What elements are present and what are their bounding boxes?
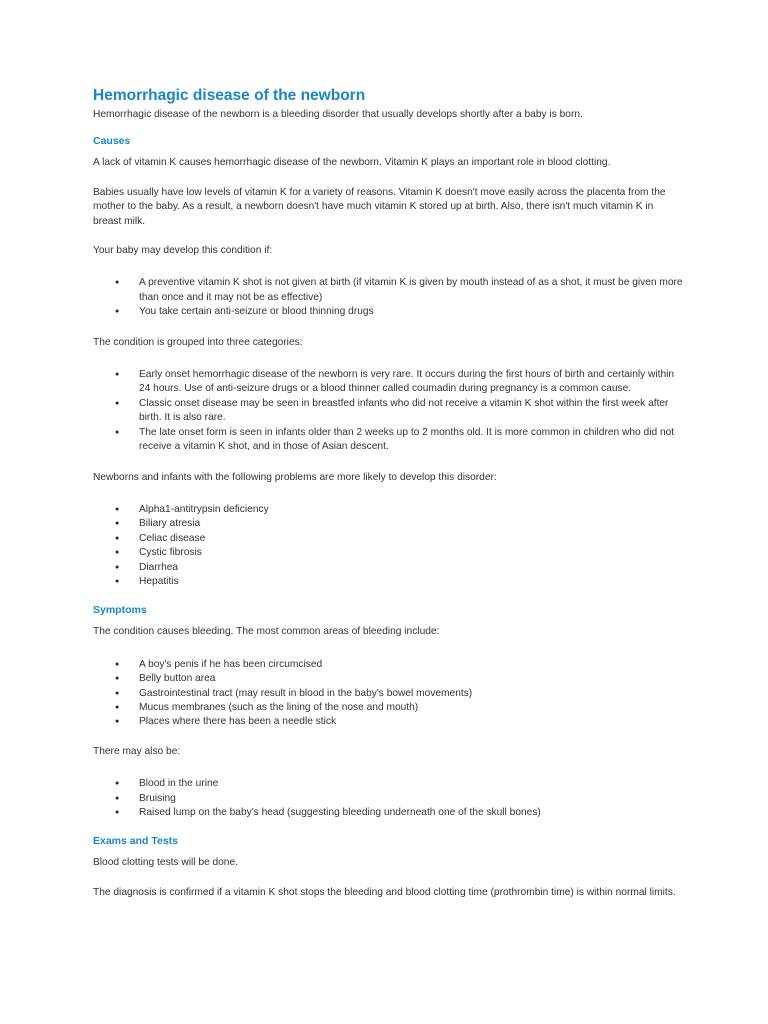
list-item: ● Celiac disease bbox=[93, 532, 683, 546]
exams-paragraph-2: The diagnosis is confirmed if a vitamin K shot stops the bleeding and blood clotting time (prothrombin time) is within normal limits. bbox=[93, 886, 676, 898]
article bbox=[93, 86, 683, 900]
list-item: ● Diarrhea bbox=[93, 561, 683, 575]
intro-paragraph: Hemorrhagic disease of the newborn is a bleeding disorder that usually develops shortly after a baby is born. bbox=[93, 109, 583, 120]
list-item: ● Bruising bbox=[93, 792, 683, 806]
categories-list bbox=[93, 368, 683, 454]
exams-paragraph-1: Blood clotting tests will be done. bbox=[93, 857, 238, 869]
list-item: ● Belly button area bbox=[93, 672, 683, 686]
exams-heading: Exams and Tests bbox=[93, 835, 179, 848]
list-item: ● Raised lump on the baby's head (suggesting bleeding underneath one of the skull bones) bbox=[93, 806, 683, 820]
causes-heading: Causes bbox=[93, 135, 131, 148]
causes-paragraph-2: Babies usually have low levels of vitamin K for a variety of reasons. Vitamin K doesn't move easily across the placenta from the mother to the baby. As a result, a newborn doesn't have much vitamin K stored up at birth. Also, there isn't much vitamin K in breast milk. bbox=[93, 186, 666, 227]
list-item: ● A boy's penis if he has been circumcised bbox=[93, 658, 683, 672]
list-item: ● The late onset form is seen in infants older than 2 weeks up to 2 months old. It is more common in children who did not receive a vitamin K shot, and in those of Asian descent. bbox=[93, 426, 683, 455]
list-item: ● Hepatitis bbox=[93, 575, 683, 589]
causes-paragraph-3: Your baby may develop this condition if: bbox=[93, 245, 273, 257]
other-symptoms-list bbox=[93, 777, 683, 820]
problems-list bbox=[93, 503, 683, 589]
causes-paragraph-5: Newborns and infants with the following problems are more likely to develop this disorder: bbox=[93, 471, 497, 483]
list-item: ● Places where there has been a needle stick bbox=[93, 715, 683, 729]
causes-paragraph-1: A lack of vitamin K causes hemorrhagic disease of the newborn. Vitamin K plays an important role in blood clotting. bbox=[93, 157, 611, 169]
list-item: ● Gastrointestinal tract (may result in blood in the baby's bowel movements) bbox=[93, 687, 683, 701]
list-item: ● Biliary atresia bbox=[93, 517, 683, 531]
causes-paragraph-4: The condition is grouped into three categories: bbox=[93, 336, 303, 348]
list-item: ● Classic onset disease may be seen in breastfed infants who did not receive a vitamin K shot within the first week after birth. It is also rare. bbox=[93, 397, 683, 426]
list-item: ● You take certain anti-seizure or blood thinning drugs bbox=[93, 305, 683, 319]
symptoms-paragraph-2: There may also be: bbox=[93, 745, 181, 757]
list-item: ● Early onset hemorrhagic disease of the newborn is very rare. It occurs during the first hours of birth and certainly within 24 hours. Use of anti-seizure drugs or a blood thinner called coumadin during pregnancy is a common cause. bbox=[93, 368, 683, 397]
symptoms-heading: Symptoms bbox=[93, 604, 147, 617]
bleeding-areas-list bbox=[93, 658, 683, 730]
list-item: ● Mucus membranes (such as the lining of the nose and mouth) bbox=[93, 701, 683, 715]
list-item: ● Cystic fibrosis bbox=[93, 546, 683, 560]
list-item: ● Blood in the urine bbox=[93, 777, 683, 791]
list-item: ● Alpha1-antitrypsin deficiency bbox=[93, 503, 683, 517]
risk-list bbox=[93, 276, 683, 319]
page-title: Hemorrhagic disease of the newborn bbox=[93, 87, 366, 104]
list-item: ● A preventive vitamin K shot is not given at birth (if vitamin K is given by mouth instead of as a shot, it must be given more than once and it may not be as effective) bbox=[93, 276, 683, 305]
symptoms-paragraph-1: The condition causes bleeding. The most common areas of bleeding include: bbox=[93, 626, 440, 638]
